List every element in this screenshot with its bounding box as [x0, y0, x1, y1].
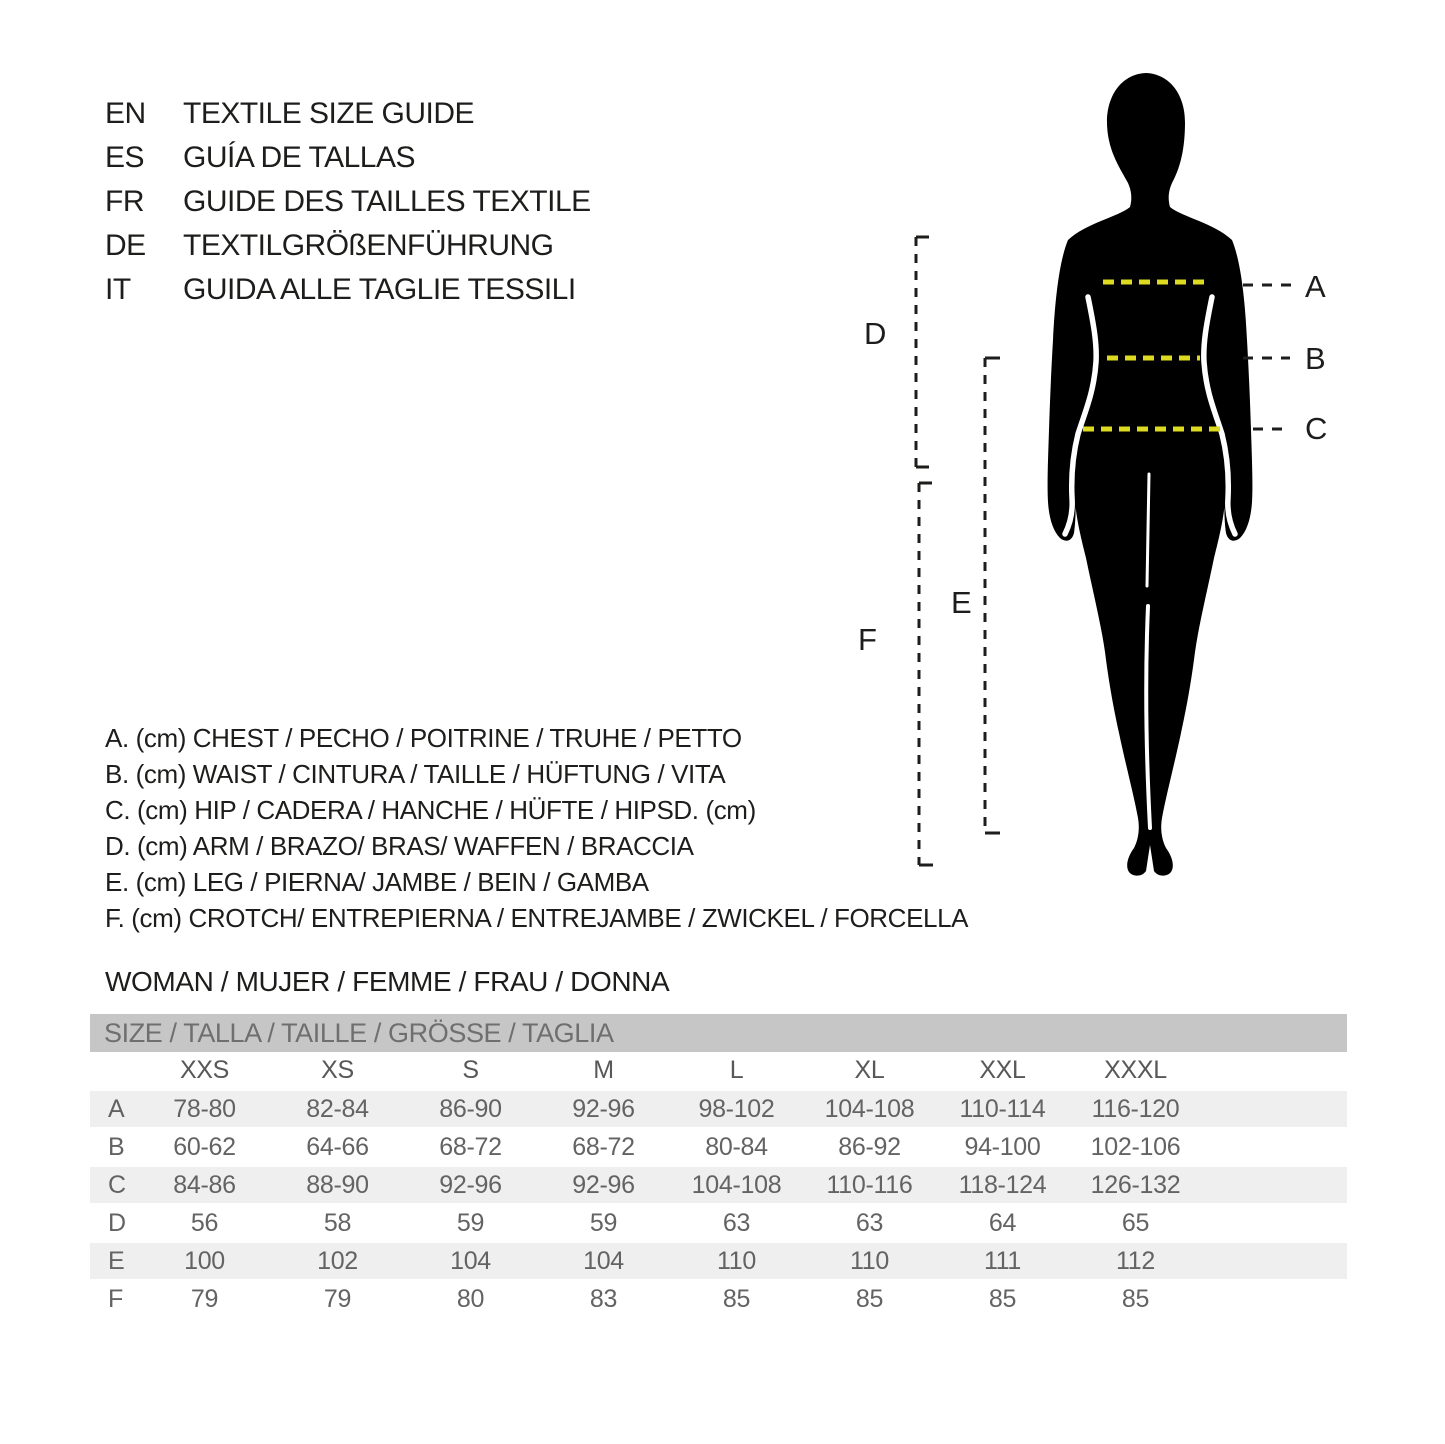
legend-item-leg: E. (cm) LEG / PIERNA/ JAMBE / BEIN / GAMBA	[105, 867, 649, 897]
size-col-header: XS	[321, 1056, 354, 1084]
size-col-header: XXXL	[1104, 1056, 1167, 1084]
legend-item-hip: C. (cm) HIP / CADERA / HANCHE / HÜFTE / HIPSD. (cm)	[105, 795, 756, 825]
language-code: DE	[105, 229, 146, 262]
language-code: ES	[105, 141, 145, 174]
cell: 111	[936, 1242, 1069, 1280]
cell: 85	[936, 1280, 1069, 1317]
cell: 68-72	[404, 1128, 537, 1166]
language-code: FR	[105, 185, 144, 218]
cell: 78-80	[138, 1090, 271, 1128]
cell: 102	[271, 1242, 404, 1280]
waist-label-b: B	[1305, 341, 1326, 376]
size-col-header: L	[729, 1056, 744, 1084]
cell: 85	[670, 1280, 803, 1317]
legend-item-chest: A. (cm) CHEST / PECHO / POITRINE / TRUHE / PETTO	[105, 723, 742, 753]
cell: 80	[404, 1280, 537, 1317]
cell-trailing	[1202, 1242, 1347, 1280]
category-heading-woman: WOMAN / MUJER / FEMME / FRAU / DONNA	[105, 966, 670, 997]
row-label: C	[90, 1166, 138, 1204]
table-row-arm	[90, 1204, 1347, 1242]
size-col-header: S	[462, 1056, 479, 1084]
cell: 64	[936, 1204, 1069, 1242]
table-row-waist	[90, 1128, 1347, 1166]
language-title: TEXTILGRÖßENFÜHRUNG	[183, 229, 554, 262]
cell: 68-72	[537, 1128, 670, 1166]
cell: 85	[1069, 1280, 1202, 1317]
cell: 82-84	[271, 1090, 404, 1128]
chest-label-a: A	[1305, 269, 1326, 304]
cell: 65	[1069, 1204, 1202, 1242]
arm-label-d: D	[864, 316, 887, 351]
size-table	[90, 1014, 1347, 1317]
table-row-chest	[90, 1090, 1347, 1128]
cell-trailing	[1202, 1166, 1347, 1204]
cell: 104	[404, 1242, 537, 1280]
row-label: E	[90, 1242, 138, 1280]
cell: 104-108	[803, 1090, 936, 1128]
legend-item-arm: D. (cm) ARM / BRAZO/ BRAS/ WAFFEN / BRACCIA	[105, 831, 694, 861]
size-table-header-band: SIZE / TALLA / TAILLE / GRÖSSE / TAGLIA	[90, 1014, 1347, 1052]
language-title: GUIDE DES TAILLES TEXTILE	[183, 185, 591, 218]
cell: 64-66	[271, 1128, 404, 1166]
cell-trailing	[1202, 1280, 1347, 1317]
cell: 92-96	[537, 1166, 670, 1204]
table-row-hip	[90, 1166, 1347, 1204]
cell: 102-106	[1069, 1128, 1202, 1166]
table-row-leg	[90, 1242, 1347, 1280]
cell: 110	[670, 1242, 803, 1280]
size-col-header: XXL	[979, 1056, 1026, 1084]
size-col-header: M	[593, 1056, 614, 1084]
cell: 104	[537, 1242, 670, 1280]
cell: 59	[537, 1204, 670, 1242]
cell: 60-62	[138, 1128, 271, 1166]
size-col-header: XXS	[179, 1056, 230, 1084]
cell-trailing	[1202, 1204, 1347, 1242]
row-label: D	[90, 1204, 138, 1242]
size-header-row	[90, 1052, 1347, 1090]
crotch-label-f: F	[858, 622, 877, 657]
language-title: TEXTILE SIZE GUIDE	[183, 97, 475, 130]
cell: 98-102	[670, 1090, 803, 1128]
row-label: B	[90, 1128, 138, 1166]
cell: 126-132	[1069, 1166, 1202, 1204]
leg-label-e: E	[951, 585, 972, 620]
cell: 79	[271, 1280, 404, 1317]
inner-leg-gap-upper	[1147, 474, 1149, 586]
cell: 112	[1069, 1242, 1202, 1280]
size-col-header: XL	[854, 1056, 885, 1084]
cell: 84-86	[138, 1166, 271, 1204]
language-title: GUÍA DE TALLAS	[183, 141, 415, 174]
cell: 80-84	[670, 1128, 803, 1166]
cell: 58	[271, 1204, 404, 1242]
cell: 118-124	[936, 1166, 1069, 1204]
cell-trailing	[1202, 1128, 1347, 1166]
cell-trailing	[1202, 1090, 1347, 1128]
size-header-trailing	[1202, 1052, 1347, 1090]
cell: 104-108	[670, 1166, 803, 1204]
language-code: EN	[105, 97, 146, 130]
cell: 116-120	[1069, 1090, 1202, 1128]
cell: 85	[803, 1280, 936, 1317]
cell: 63	[670, 1204, 803, 1242]
cell: 110-114	[936, 1090, 1069, 1128]
cell: 94-100	[936, 1128, 1069, 1166]
cell: 86-92	[803, 1128, 936, 1166]
row-label: F	[90, 1280, 138, 1317]
cell: 56	[138, 1204, 271, 1242]
measurement-legend	[105, 723, 968, 939]
hip-label-c: C	[1305, 411, 1328, 446]
cell: 92-96	[537, 1090, 670, 1128]
cell: 92-96	[404, 1166, 537, 1204]
language-code: IT	[105, 273, 131, 306]
cell: 63	[803, 1204, 936, 1242]
size-header-spacer	[90, 1052, 138, 1090]
legend-item-waist: B. (cm) WAIST / CINTURA / TAILLE / HÜFTUNG / VITA	[105, 759, 726, 789]
cell: 79	[138, 1280, 271, 1317]
cell: 100	[138, 1242, 271, 1280]
cell: 83	[537, 1280, 670, 1317]
row-label: A	[90, 1090, 138, 1128]
cell: 110	[803, 1242, 936, 1280]
cell: 59	[404, 1204, 537, 1242]
legend-item-crotch: F. (cm) CROTCH/ ENTREPIERNA / ENTREJAMBE / ZWICKEL / FORCELLA	[105, 903, 969, 933]
cell: 88-90	[271, 1166, 404, 1204]
table-row-crotch	[90, 1280, 1347, 1317]
cell: 110-116	[803, 1166, 936, 1204]
cell: 86-90	[404, 1090, 537, 1128]
language-title: GUIDA ALLE TAGLIE TESSILI	[183, 273, 576, 306]
size-table-grid	[90, 1052, 1347, 1317]
